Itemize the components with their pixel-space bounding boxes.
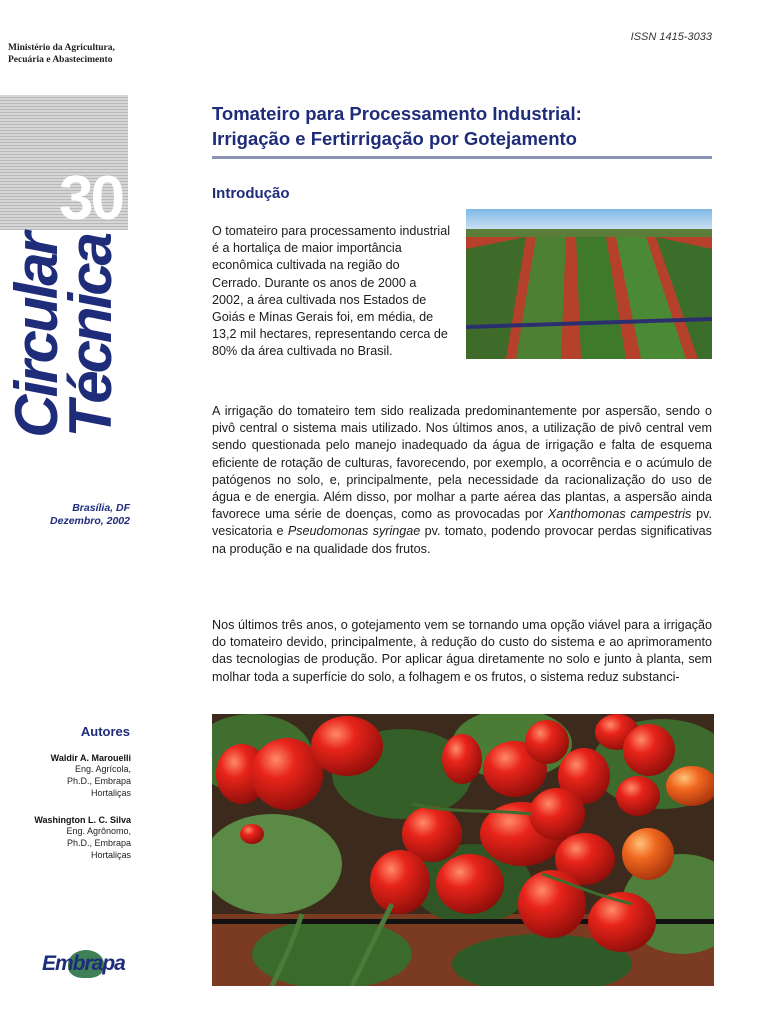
body-paragraph <box>212 403 712 558</box>
body-text-segment: A irrigação do tomateiro tem sido realizada predominantemente por aspersão, sendo o pivô central o sistema mais utilizado. Nos últimos anos, a utilização de pivô central vem sendo questionada pelo manejo inadequado da água de irrigação e falta de esquema eficiente de rotação de culturas, favorecendo, por exemplo, a ocorrência e o acúmulo de patógenos no solo, e, principalmente, pela necessidade da racionalização do uso de água e de energia. Além disso, por molhar a parte aérea das plantas, a aspersão ainda favorece uma série de doenças, como as provocadas por <box>212 404 712 522</box>
series-title-line-1: Circular <box>3 235 70 438</box>
body-paragraph: Nos últimos três anos, o gotejamento vem se tornando uma opção viável para a irrigação do tomateiro devido, principalmente, à redução do custo do sistema e ao aprimoramento das tecnologias de produção. Por aplicar água diretamente no solo e junto à planta, sem molhar toda a superfície do solo, a folhagem e os frutos, o sistema reduz substanci- <box>212 618 712 684</box>
ministry-line-1: Ministério da Agricultura, <box>8 43 115 53</box>
embrapa-logo-text: Embrapa <box>42 952 125 975</box>
author-block <box>8 815 131 861</box>
publication-place: Brasília, DF <box>72 502 130 514</box>
issn-label: ISSN 1415-3033 <box>630 31 712 43</box>
author-name: Waldir A. Marouelli <box>50 753 131 763</box>
page-title <box>212 101 712 151</box>
body-text-segment: pv. tomato, podendo provocar perdas significativas na produção e na qualidade dos frutos. <box>212 524 712 556</box>
ministry-line-2: Pecuária e Abastecimento <box>8 55 113 65</box>
embrapa-logo <box>42 952 132 976</box>
field-photo <box>466 209 712 359</box>
ministry-label <box>8 42 148 66</box>
author-info-line: Ph.D., Embrapa <box>66 838 131 848</box>
publication-place-date <box>8 502 130 528</box>
author-info-line: Eng. Agrônomo, <box>66 826 131 836</box>
author-info-line: Ph.D., Embrapa <box>66 776 131 786</box>
series-title-line-2: Técnica <box>57 235 124 438</box>
authors-heading: Autores <box>80 724 130 739</box>
series-title <box>3 235 135 463</box>
author-info-line: Hortaliças <box>90 788 131 798</box>
intro-paragraph <box>212 223 712 367</box>
page-title-line-2: Irrigação e Fertirrigação por Gotejamento <box>212 128 577 149</box>
issue-number: 30 <box>59 164 122 233</box>
title-divider <box>212 156 712 159</box>
species-name: Xanthomonas campestris <box>547 507 692 522</box>
tomato-photo <box>212 714 714 986</box>
author-block <box>8 753 131 799</box>
body-text-segment: pv. vesicatoria e <box>212 507 712 539</box>
author-name: Washington L. C. Silva <box>34 815 131 825</box>
species-name: Pseudomonas syringae <box>287 524 421 539</box>
section-heading: Introdução <box>212 185 290 202</box>
author-info-line: Hortaliças <box>90 850 131 860</box>
intro-paragraph-text: O tomateiro para processamento industrial é a hortaliça de maior importância econômica cultivada na região do Cerrado. Durante os anos de 2000 a 2002, a área cultivada nos Estados de Goiás e Minas Gerais foi, em média, de 13,2 mil hectares, representando cerca de 80% da área cultivada no Brasil. <box>212 224 450 359</box>
publication-date: Dezembro, 2002 <box>50 515 130 527</box>
page-title-line-1: Tomateiro para Processamento Industrial: <box>212 103 582 124</box>
author-info-line: Eng. Agrícola, <box>74 764 131 774</box>
